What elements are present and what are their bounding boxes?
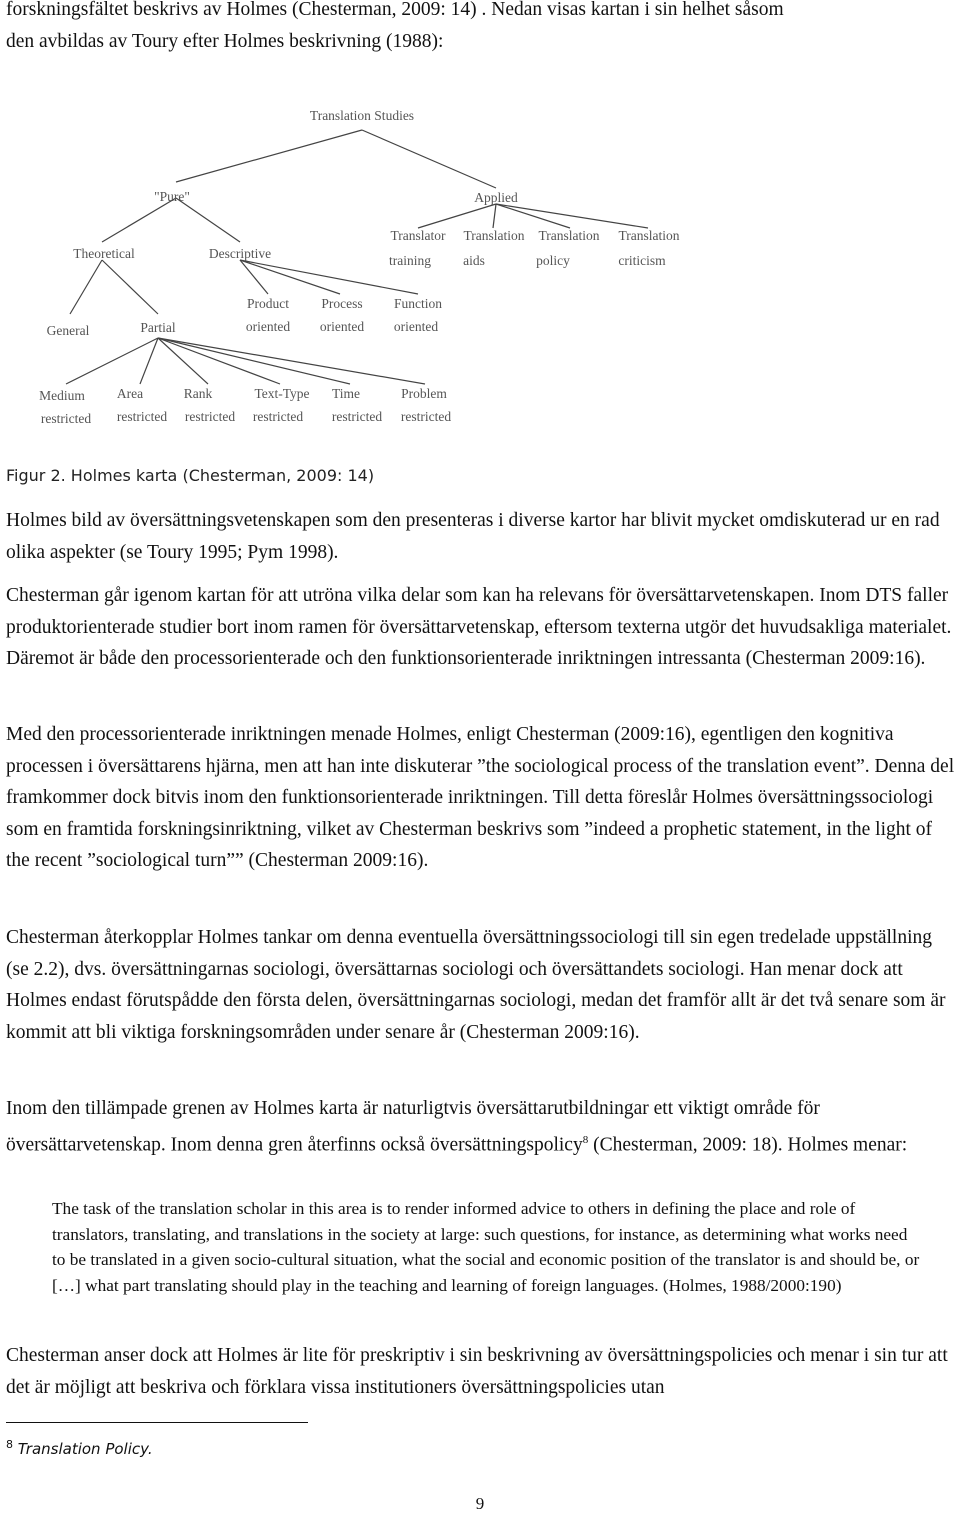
node-process-l2: oriented (319, 319, 365, 334)
node-text-type-l2: restricted (252, 409, 304, 424)
intro-line-2: den avbildas av Toury efter Holmes beskrivning (1988): (6, 31, 444, 52)
footnote (6, 1438, 153, 1458)
node-descriptive: Descriptive (208, 246, 272, 261)
node-theoretical: Theoretical (73, 246, 135, 261)
node-applied: Applied (474, 190, 518, 205)
node-general: General (46, 323, 90, 338)
node-function-l1: Function (393, 296, 443, 311)
node-rank-l2: restricted (184, 409, 236, 424)
footnote-marker: 8 (6, 1438, 13, 1451)
footnote-text: Translation Policy. (17, 1440, 153, 1458)
node-area-l2: restricted (116, 409, 168, 424)
node-problem-l2: restricted (400, 409, 452, 424)
paragraph-4: Chesterman återkopplar Holmes tankar om denna eventuella översättningssociologi till sin egen tredelade uppställning (se 2.2), dvs. översättningarnas sociologi, översättarnas sociologi och översättandets sociologi. Han menar dock att Holmes endast förutspådde den första delen, översättningarnas sociologi, medan det framför allt är det två senare som är kommit att bli viktiga forskningsområden under senare år (Chesterman 2009:16). (6, 927, 946, 1043)
paragraph-1: Holmes bild av översättningsvetenskapen som den presenteras i diverse kartor har blivit mycket omdiskuterad ur en rad olika aspekter (se Toury 1995; Pym 1998). (6, 510, 940, 563)
node-translation-criticism-l2: criticism (618, 253, 666, 268)
page-number: 9 (475, 1494, 485, 1513)
block-quote: The task of the translation scholar in this area is to render informed advice to others in defining the place and role of translators, translating, and translations in the society at large: such questions, for instance, as determining what works need to be translated in a given socio-cultural situation, what the social and economic position of the translator is and should be, or […] what part translating should play in the teaching and learning of foreign languages. (Holmes, 1988/2000:190) (52, 1199, 920, 1295)
node-translator-training-l1: Translator (390, 228, 446, 243)
node-pure: "Pure" (154, 189, 190, 204)
footnote-divider (6, 1422, 308, 1423)
node-translation-aids-l2: aids (463, 253, 485, 268)
node-area-l1: Area (116, 386, 144, 401)
node-translation-policy-l1: Translation (538, 228, 600, 243)
node-medium-l1: Medium (39, 388, 85, 403)
node-function-l2: oriented (393, 319, 439, 334)
footnote-reference: 8 (582, 1133, 589, 1146)
node-translator-training-l2: training (389, 253, 431, 268)
paragraph-3: Med den processorienterade inriktningen menade Holmes, enligt Chesterman (2009:16), egentligen den kognitiva processen i översättarens hjärna, men att han inte diskuterar ”the sociological process of the translation event”. Denna del framkommer dock bitvis inom den funktionsorienterade inriktningen. Till detta föreslår Holmes översättningssociologi som en framtida forskningsinriktning, vilket av Chesterman beskrivs som ”indeed a prophetic statement, in the light of the recent ”sociological turn”” (Chesterman 2009:16). (6, 724, 955, 872)
paragraph-5: Inom den tillämpade grenen av Holmes karta är naturligtvis översättarutbildningar ett viktigt område för översättarvetenskap. Inom denna gren återfinns också översättningspolicy$^8$ (Chesterman, 2009: 18). Holmes menar: (6, 1098, 908, 1156)
node-translation-criticism-l1: Translation (618, 228, 680, 243)
node-partial: Partial (140, 320, 176, 335)
node-translation-aids-l1: Translation (463, 228, 525, 243)
holmes-map-diagram (0, 90, 720, 440)
node-medium-l2: restricted (40, 411, 92, 426)
node-time-l2: restricted (331, 409, 383, 424)
node-rank-l1: Rank (183, 386, 213, 401)
node-text-type-l1: Text-Type (254, 386, 310, 401)
node-translation-studies: Translation Studies (309, 108, 415, 123)
node-problem-l1: Problem (401, 386, 447, 401)
paragraph-6: Chesterman anser dock att Holmes är lite för preskriptiv i sin beskrivning av översättningspolicies och menar i sin tur att det är möjligt att beskriva och förklara vissa institutioners översättningspolicies utan (6, 1345, 948, 1398)
node-product-l2: oriented (245, 319, 291, 334)
node-time-l1: Time (331, 386, 361, 401)
node-translation-policy-l2: policy (536, 253, 570, 268)
node-product-l1: Product (247, 296, 289, 311)
paragraph-2: Chesterman går igenom kartan för att utröna vilka delar som kan ha relevans för översättarvetenskapen. Inom DTS faller produktorienterade studier bort inom ramen för översättarvetenskap, eftersom texterna utgör det huvudsakliga materialet. Däremot är både den processorienterade och den funktionsorienterade inriktningen intressanta (Chesterman 2009:16). (6, 585, 952, 670)
intro-line-1: forskningsfältet beskrivs av Holmes (Chesterman, 2009: 14) . Nedan visas kartan i sin helhet såsom (6, 0, 784, 20)
figure-caption: Figur 2. Holmes karta (Chesterman, 2009: 14) (6, 466, 375, 485)
node-process-l1: Process (321, 296, 363, 311)
